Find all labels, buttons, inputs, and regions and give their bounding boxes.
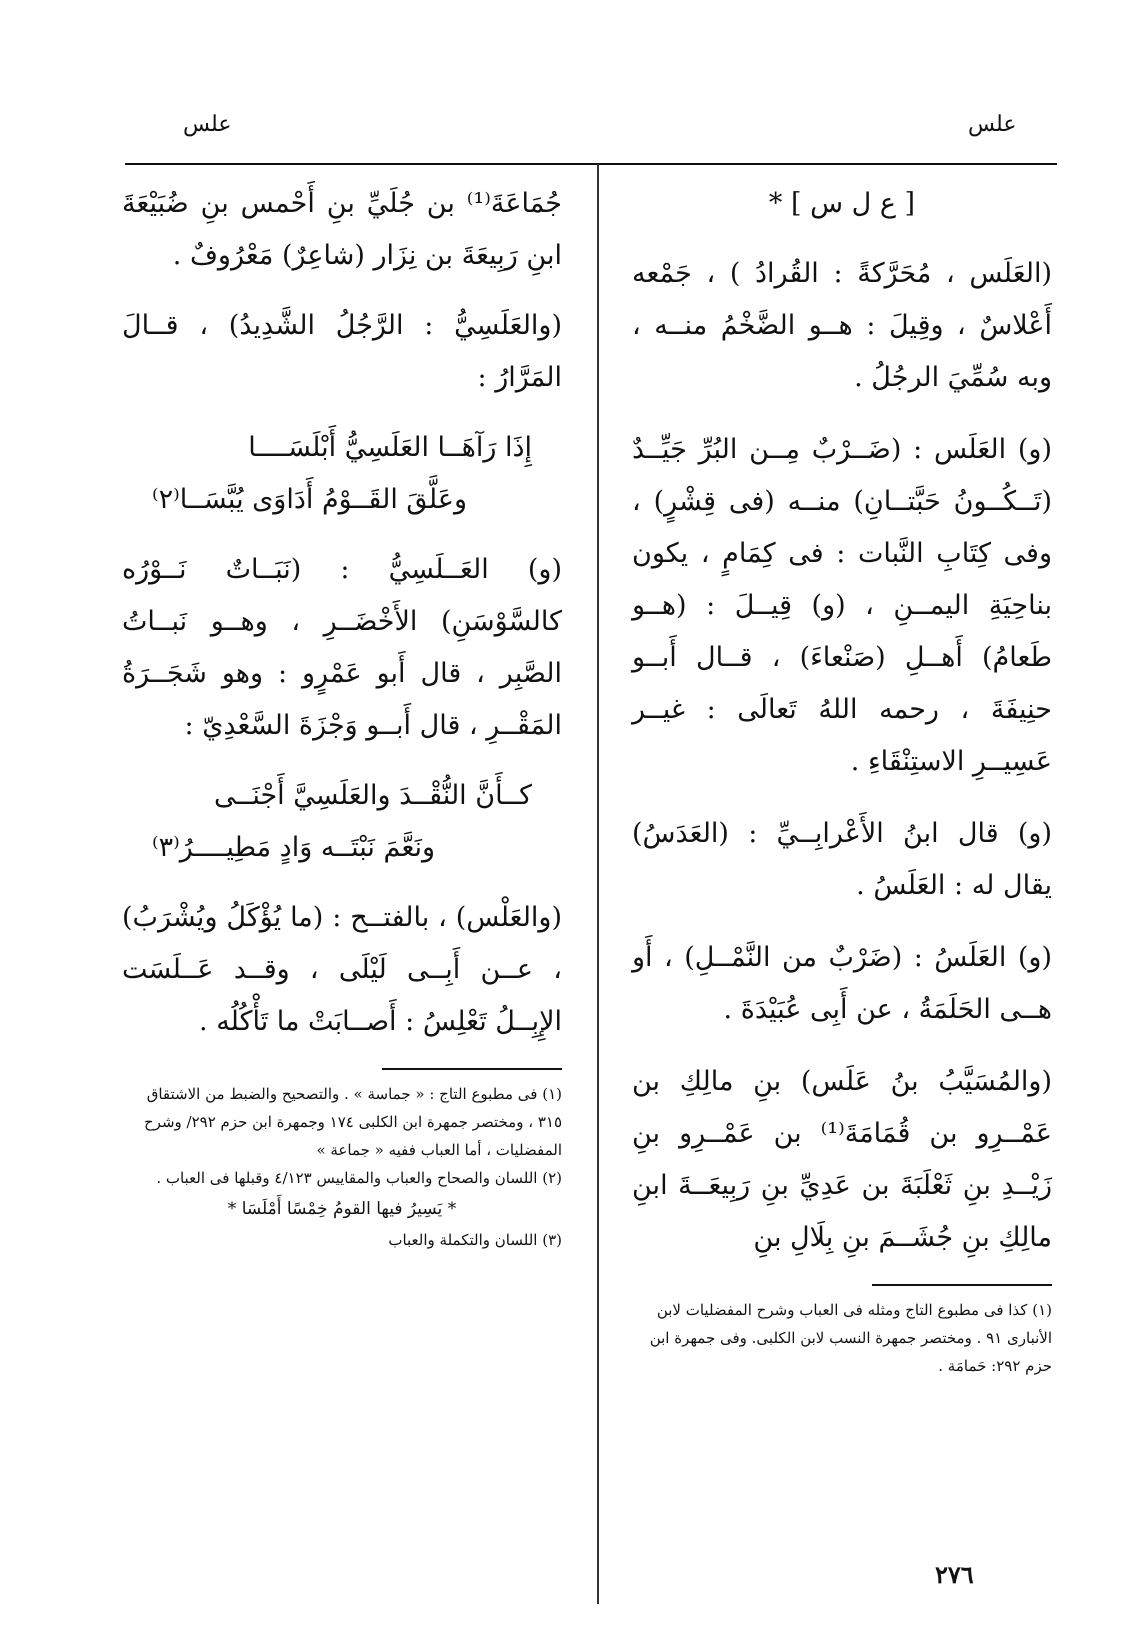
entry-paragraph: (العَلَس ، مُحَرَّكةً : القُرادُ ) ، جَمْعه أَعْلاسٌ ، وقِيلَ : هــو الضَّخْمُ منــه ، وبه سُمِّيَ الرجُلُ . bbox=[632, 258, 1052, 393]
footnote: (٢) اللسان والصحاح والعباب والمقاييس ٤/١٢٣ وقبلها فى العباب . bbox=[156, 1169, 562, 1187]
header-rule bbox=[125, 163, 1057, 165]
entry-paragraph: (و) العَلَسُ : (ضَرْبٌ من النَّمْــلِ) ، أَو هــى الحَلَمَةُ ، عن أَبِى عُبَيْدَةَ . bbox=[632, 942, 1052, 1025]
footnote: (١) كذا فى مطبوع التاج ومثله فى العباب وشرح المفضليات لابن الأنبارى ٩١ . ومختصر جمهرة النسب لابن الكلبى. وفى جمهرة ابن حزم ٢٩٢: حَمامَة . bbox=[649, 1301, 1052, 1375]
footnote-verse: * يَسِيرُ فيها القومُ خِمْسًا أَمْلَسَا * bbox=[227, 1199, 457, 1219]
verse-quotation bbox=[122, 770, 562, 874]
running-header-left: علس bbox=[183, 112, 232, 137]
verse-line: ونَعَّمَ نَبْتَــه وَادٍ مَطِيــــرُ⁽٣⁾ bbox=[152, 832, 436, 863]
footnote: (٣) اللسان والتكملة والعباب bbox=[388, 1231, 562, 1249]
entry-heading: [ ع ل س ] * bbox=[768, 188, 916, 219]
right-column bbox=[632, 178, 1052, 1380]
footnote-rule bbox=[382, 1068, 562, 1070]
footnote: (١) فى مطبوع التاج : « جماسة » . والتصحيح والضبط من الاشتقاق ٣١٥ ، ومختصر جمهرة ابن الكلبى ١٧٤ وجمهرة ابن حزم ٢٩٢/ وشرح المفضليات ، أما العباب ففيه « جماعة » bbox=[143, 1085, 562, 1159]
entry-paragraph: (و) العَــلَسِيُّ : (نَبَــاتٌ نَــوْرُه كالسَّوْسَنِ) الأَخْضَــرِ ، وهــو نَبــاتُ الصَّبِر ، قال أَبو عَمْرٍو : وهو شَجَــرَةُ المَقْــرِ ، قال أَبــو وَجْزَةَ السَّعْدِيّ : bbox=[122, 554, 562, 741]
verse-line: إِذَا رَآهَــا العَلَسِيُّ أَبْلَسَــــا bbox=[248, 432, 532, 463]
entry-paragraph: (والعَلَسِيُّ : الرَّجُلُ الشَّدِيدُ) ، قــالَ المَرَّارُ : bbox=[122, 310, 562, 393]
page-number: ٢٧٦ bbox=[935, 1560, 974, 1589]
verse-line: وعَلَّقَ القَــوْمُ أَدَاوَى يُبَّسَــا⁽٢⁾ bbox=[152, 484, 468, 515]
verse-quotation bbox=[122, 422, 562, 526]
footnote-rule bbox=[872, 1284, 1052, 1286]
column-divider bbox=[597, 164, 599, 1604]
entry-paragraph: (و) قال ابنُ الأَعْرابِــيِّ : (العَدَسُ) يقال له : العَلَسُ . bbox=[632, 818, 1052, 901]
running-header-right: علس bbox=[968, 112, 1017, 137]
entry-paragraph: جُمَاعَةَ⁽¹⁾ بن جُلَيِّ بنِ أَحْمس بنِ ضُبَيْعَةَ ابنِ رَبِيعَةَ بن نِزَار (شاعِرٌ) مَعْرُوفٌ . bbox=[122, 188, 562, 271]
left-column bbox=[122, 178, 562, 1254]
entry-paragraph: (والمُسَيَّبُ بنُ عَلَس) بنِ مالِكِ بن عَمْــرِو بن قُمَامَةَ⁽¹⁾ بن عَمْــرِو بنِ زَيْــدِ بنِ ثَعْلَبَةَ بن عَدِيِّ بنِ رَبِيعَــةَ ابنِ مالِكِ بنِ جُشَــمَ بنِ بِلَالِ بنِ bbox=[632, 1066, 1052, 1253]
verse-line: كــأَنَّ النُّقْــدَ والعَلَسِيَّ أَجْنَــى bbox=[214, 780, 532, 811]
entry-paragraph: (و) العَلَس : (ضَــرْبٌ مِــن البُرِّ جَيِّــدٌ (تَــكُــونُ حَبَّتــانِ) منــه (فى قِشْرٍ) ، وفى كِتَابِ النَّبات : فى كِمَامٍ ، يكون بناحِيَةِ اليمــنِ ، (و) قِيــلَ : (هــو طَعامُ) أَهــلِ (صَنْعاءَ) ، قــال أَبــو حنِيفَةَ ، رحمه اللهُ تَعالَى : غيــر عَسِيــرِ الاستِنْقَاءِ . bbox=[632, 434, 1052, 777]
entry-paragraph: (والعَلْس) ، بالفتــح : (ما يُؤْكَلُ ويُشْرَبُ) ، عــن أَبِــى لَيْلَى ، وقــد عَــلَسَت الإِبِــلُ تَعْلِسُ : أَصــابَتْ ما تَأْكُلُه . bbox=[122, 902, 562, 1037]
